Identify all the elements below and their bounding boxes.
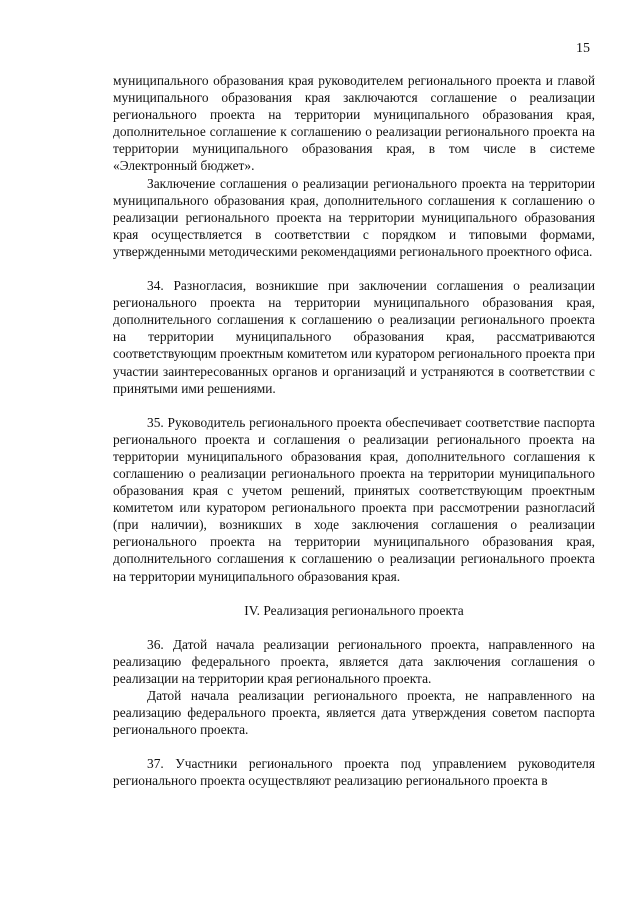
paragraph-gap	[113, 585, 595, 602]
paragraph-gap	[113, 738, 595, 755]
page-number: 15	[576, 41, 590, 56]
paragraph-37: 37. Участники регионального проекта под управлением руководителя регионального проекта осуществляют реализацию регионального проекта в	[113, 756, 595, 789]
paragraph-36-continued: Датой начала реализации регионального проекта, не направленного на реализацию федерального проекта, является дата утверждения советом паспорта регионального проекта.	[113, 688, 595, 738]
paragraph-36: 36. Датой начала реализации регионального проекта, направленного на реализацию федерального проекта, является дата заключения соглашения о реализации на территории края регионального проекта.	[113, 636, 595, 686]
paragraph-35: 35. Руководитель регионального проекта обеспечивает соответствие паспорта регионального проекта и соглашения о реализации регионального проекта на территории муниципального образования края, дополнительного соглашения к соглашению о реализации регионального проекта на территории муниципального образования края с учетом решений, принятых соответствующим проектным комитетом или куратором регионального проекта при рассмотрении разногласий (при наличии), возникших в ходе заключения соглашения о реализации регионального проекта на территории муниципального образования края, дополнительного соглашения к соглашению о реализации регионального проекта на территории муниципального образования края.	[113, 414, 595, 584]
paragraph-gap	[113, 397, 595, 414]
paragraph-gap	[113, 619, 595, 636]
section-title: IV. Реализация регионального проекта	[244, 602, 464, 618]
paragraph-continuation: муниципального образования края руководителем регионального проекта и главой муниципального образования края заключаются соглашение о реализации регионального проекта на территории муниципального образования края, дополнительное соглашение к соглашению о реализации регионального проекта на территории муниципального образования края, в том числе в системе «Электронный бюджет».	[113, 73, 595, 174]
paragraph-agreement-procedure: Заключение соглашения о реализации регионального проекта на территории муниципального образования края, дополнительного соглашения к соглашению о реализации регионального проекта на территории муниципального образования края осуществляется в соответствии с порядком и типовыми формами, утвержденными методическими рекомендациями регионального проектного офиса.	[113, 175, 595, 259]
document-body	[113, 72, 595, 789]
paragraph-34: 34. Разногласия, возникшие при заключении соглашения о реализации регионального проекта на территории муниципального образования края, дополнительного соглашения к соглашению о реализации регионального проекта на территории муниципального образования края, рассматриваются соответствующим проектным комитетом или куратором регионального проекта при участии заинтересованных органов и организаций и устраняются в соответствии с принятыми ими решениями.	[113, 278, 595, 396]
paragraph-gap	[113, 260, 595, 277]
